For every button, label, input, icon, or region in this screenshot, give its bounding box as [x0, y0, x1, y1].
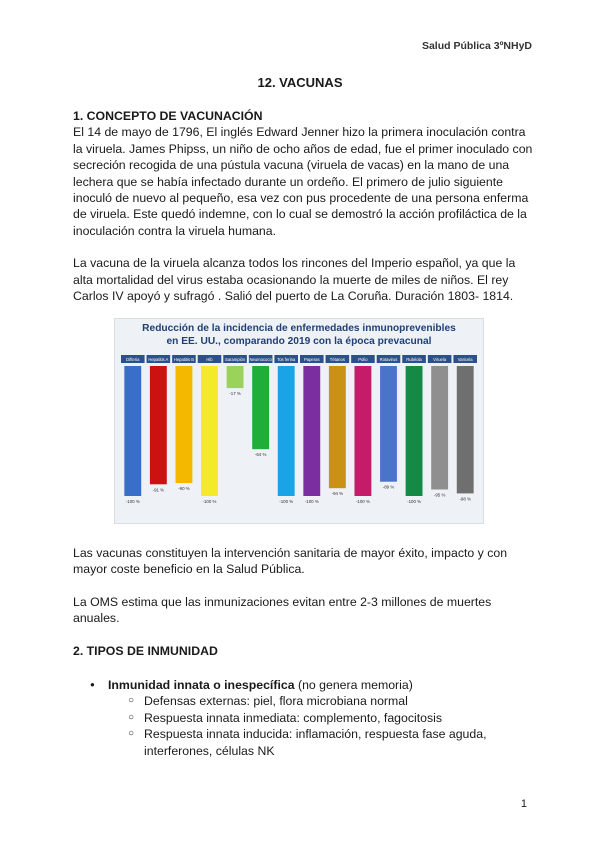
page-title: 12. VACUNAS	[257, 75, 343, 90]
bar	[431, 366, 448, 490]
data-label: -100 %	[407, 499, 422, 504]
section-concepto	[73, 108, 533, 304]
bar	[457, 366, 474, 493]
list-item	[73, 677, 533, 693]
data-label: -100 %	[125, 499, 140, 504]
data-label: -100 %	[304, 499, 319, 504]
data-label: -94 %	[331, 491, 344, 497]
bar	[329, 366, 346, 488]
category-label: Neumococo	[249, 357, 272, 362]
page-number: 1	[520, 798, 527, 810]
bar	[227, 366, 244, 388]
category-label: Sarampión	[224, 357, 246, 362]
section-heading: 1. CONCEPTO DE VACUNACIÓN	[73, 109, 263, 123]
category-label: Rubéola	[406, 357, 422, 362]
bar	[175, 366, 192, 483]
bar	[380, 366, 397, 482]
bar	[406, 366, 423, 496]
paragraph-imperio: La vacuna de la viruela alcanza todos los rincones del Imperio español, ya que la alta mortalidad del virus estaba ocasionando la muerte de miles de niños. El rey Carlos IV apoyó y sufragó . Salió del puerto de La Coruña. Duración 1803- 1814.	[73, 256, 516, 304]
category-label: Hib	[206, 357, 213, 362]
incidence-chart	[114, 318, 484, 524]
data-label: -91 %	[152, 487, 165, 493]
category-label: Difteria	[126, 357, 140, 362]
section-heading-tipos: 2. TIPOS DE INMUNIDAD	[73, 643, 218, 658]
data-label: -90 %	[178, 486, 190, 491]
data-label: -17 %	[229, 391, 241, 397]
bar	[354, 366, 371, 496]
data-label: -98 %	[459, 496, 471, 502]
list-subitem: ○ Defensas externas: piel, flora microbiana normal	[73, 693, 533, 709]
bar	[252, 366, 269, 449]
note: (no genera memoria)	[297, 678, 413, 693]
bar	[124, 366, 141, 496]
section-continued	[73, 545, 533, 759]
chart-figure	[114, 318, 484, 524]
category-label: Rotavirus	[379, 357, 398, 362]
category-label: Varicela	[457, 357, 473, 362]
list-subitem: ○ Respuesta innata inducida: inflamación, respuesta fase aguda, interferones, células NK	[73, 726, 533, 759]
bar	[150, 366, 167, 484]
document-header: Salud Pública 3ºNHyD	[421, 40, 532, 52]
category-label: Hepatitis B	[173, 357, 195, 362]
data-label: -95 %	[433, 492, 446, 498]
chart-subtitle: en EE. UU., comparando 2019 con la época prevacunal	[166, 336, 432, 347]
category-label: Hepatitis A	[148, 357, 169, 362]
paragraph-exito: Las vacunas constituyen la intervención sanitaria de mayor éxito, impacto y con mayor coste beneficio en la Salud Pública.	[73, 546, 508, 577]
data-label: -64 %	[254, 452, 267, 458]
bar	[303, 366, 320, 496]
chart-title: Reducción de la incidencia de enfermedades inmunoprevenibles	[142, 323, 456, 334]
category-label: Paperas	[303, 357, 320, 362]
category-label: Tétanos	[329, 357, 345, 362]
category-label: Tos ferina	[277, 357, 296, 362]
bar	[201, 366, 218, 496]
data-label: -100 %	[202, 499, 217, 504]
bar	[278, 366, 295, 496]
category-label: Polio	[358, 357, 368, 362]
paragraph-jenner: El 14 de mayo de 1796, El inglés Edward Jenner hizo la primera inoculación contra la viruela. James Phipss, un niño de ocho años de edad, fue el primer inoculado con secreción recogida de una pústula vacuna (viruela de vacas) en la mano de una lechera que se había infectado durante un ordeño. El primero de julio siguiente inoculó de nuevo al pequeño, esa vez con pus procedente de una persona enferma de viruela. Este quedó indemne, con lo cual se demostró la acción profiláctica de la inoculación contra la viruela humana.	[73, 125, 533, 238]
data-label: -100 %	[355, 499, 370, 504]
term: Inmunidad innata o inespecífica	[108, 678, 295, 693]
list-subitem: ○ Respuesta innata inmediata: complemento, fagocitosis	[73, 710, 533, 726]
data-label: -89 %	[382, 484, 395, 490]
immunity-list	[73, 677, 533, 759]
data-label: -100 %	[279, 499, 294, 504]
category-label: Viruela	[433, 357, 447, 362]
paragraph-oms: La OMS estima que las inmunizaciones evitan entre 2-3 millones de muertes anuales.	[73, 594, 492, 626]
